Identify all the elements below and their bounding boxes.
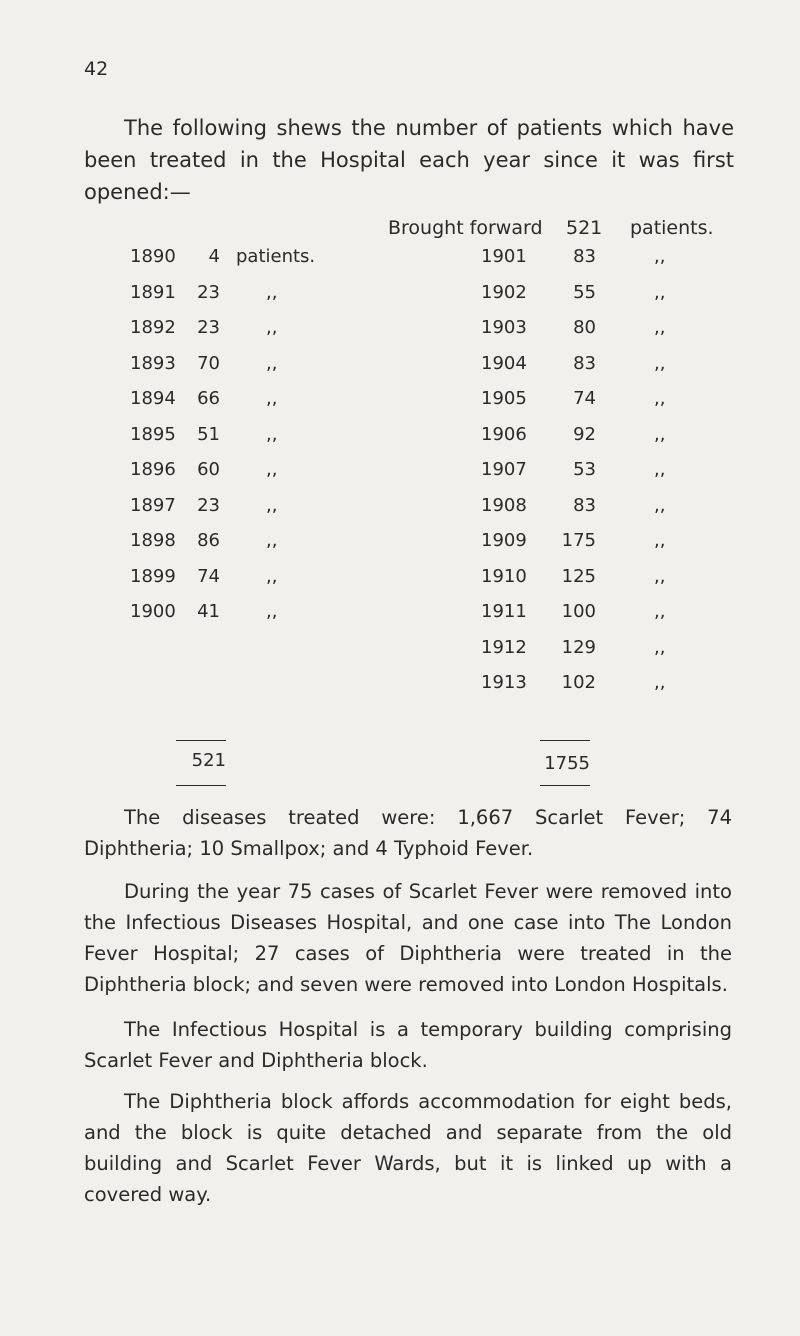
- right-row-year: 1913: [481, 672, 527, 693]
- left-row-year: 1895: [130, 423, 176, 445]
- left-row-year: 1898: [130, 530, 176, 551]
- left-row-unit: ,,: [266, 317, 278, 338]
- left-row-count: 70: [197, 352, 220, 374]
- left-row-count: 51: [197, 423, 220, 445]
- left-row-unit: ,,: [266, 459, 278, 480]
- right-row-count: 83: [573, 246, 596, 267]
- right-row-year: 1906: [481, 423, 527, 445]
- right-row-count: 55: [573, 281, 596, 303]
- left-row-year: 1899: [130, 565, 176, 587]
- right-row-year: 1905: [481, 388, 527, 409]
- left-row-count: 41: [197, 601, 220, 622]
- right-row-year: 1909: [481, 530, 527, 551]
- left-row-year: 1893: [130, 352, 176, 374]
- right-row-count: 102: [561, 672, 596, 693]
- left-row-count: 74: [197, 565, 220, 587]
- left-row-unit: ,,: [266, 565, 278, 587]
- left-row-unit: ,,: [266, 281, 278, 303]
- brought-forward-label: Brought forward: [388, 217, 543, 239]
- removals-paragraph: During the year 75 cases of Scarlet Fever were removed into the Infectious Diseases Hospital, and one case into The London Fever Hospital; 27 cases of Diphtheria were treated in the Diphtheria block; and seven were removed into London Hospitals.: [84, 880, 732, 996]
- right-row-count: 74: [573, 388, 596, 409]
- right-row-year: 1902: [481, 281, 527, 303]
- left-total-rule-bottom: [176, 785, 226, 786]
- left-row-count: 23: [197, 317, 220, 338]
- right-row-year: 1912: [481, 636, 527, 658]
- left-total: 521: [191, 750, 226, 771]
- left-row-year: 1894: [130, 388, 176, 409]
- right-row-year: 1911: [481, 601, 527, 622]
- right-total-rule-top: [540, 740, 590, 741]
- brought-forward-unit: patients.: [630, 217, 714, 239]
- left-row-year: 1892: [130, 317, 176, 338]
- right-row-unit: ,,: [654, 672, 666, 693]
- right-total-rule-bottom: [540, 785, 590, 786]
- infectious-hospital-paragraph: The Infectious Hospital is a temporary building comprising Scarlet Fever and Diphtheria block.: [84, 1018, 732, 1072]
- right-row-count: 129: [561, 636, 596, 658]
- left-row-unit: ,,: [266, 601, 278, 622]
- left-row-year: 1900: [130, 601, 176, 622]
- left-row-unit: ,,: [266, 352, 278, 374]
- right-row-unit: ,,: [654, 601, 666, 622]
- left-row-unit: ,,: [266, 388, 278, 409]
- right-row-count: 80: [573, 317, 596, 338]
- left-row-year: 1891: [130, 281, 176, 303]
- left-row-count: 23: [197, 494, 220, 516]
- left-row-unit: ,,: [266, 423, 278, 445]
- right-row-year: 1908: [481, 494, 527, 516]
- right-row-count: 100: [561, 601, 596, 622]
- right-row-year: 1904: [481, 352, 527, 374]
- left-row-unit: patients.: [236, 246, 316, 267]
- right-row-unit: ,,: [654, 565, 666, 587]
- right-row-year: 1901: [481, 246, 527, 267]
- left-row-count: 60: [197, 459, 220, 480]
- diseases-paragraph: The diseases treated were: 1,667 Scarlet Fever; 74 Diphtheria; 10 Smallpox; and 4 Typhoid Fever.: [84, 806, 732, 860]
- right-row-count: 83: [573, 352, 596, 374]
- right-row-count: 125: [561, 565, 596, 587]
- right-row-year: 1907: [481, 459, 527, 480]
- left-row-count: 86: [197, 530, 220, 551]
- left-row-year: 1896: [130, 459, 176, 480]
- left-total-rule-top: [176, 740, 226, 741]
- intro-paragraph: The following shews the number of patients which have been treated in the Hospital each year since it was first opened:—: [84, 116, 734, 204]
- left-row-unit: ,,: [266, 494, 278, 516]
- diphtheria-block-paragraph: The Diphtheria block affords accommodation for eight beds, and the block is quite detached and separate from the old building and Scarlet Fever Wards, but it is linked up with a covered way.: [84, 1090, 732, 1206]
- right-row-unit: ,,: [654, 352, 666, 374]
- left-row-count: 23: [197, 281, 220, 303]
- right-row-unit: ,,: [654, 530, 666, 551]
- right-row-unit: ,,: [654, 281, 666, 303]
- left-row-year: 1897: [130, 494, 176, 516]
- right-row-unit: ,,: [654, 494, 666, 516]
- right-total: 1755: [544, 753, 590, 774]
- left-row-year: 1890: [130, 246, 176, 267]
- left-row-count: 4: [208, 246, 220, 267]
- right-row-year: 1910: [481, 565, 527, 587]
- right-row-unit: ,,: [654, 636, 666, 658]
- right-row-count: 175: [561, 530, 596, 551]
- page-number: 42: [84, 58, 109, 80]
- right-row-unit: ,,: [654, 388, 666, 409]
- brought-forward-value: 521: [566, 217, 603, 239]
- right-row-year: 1903: [481, 317, 527, 338]
- right-row-count: 92: [573, 423, 596, 445]
- right-row-unit: ,,: [654, 459, 666, 480]
- left-row-count: 66: [197, 388, 220, 409]
- right-row-unit: ,,: [654, 423, 666, 445]
- right-row-count: 53: [573, 459, 596, 480]
- left-row-unit: ,,: [266, 530, 278, 551]
- right-row-count: 83: [573, 494, 596, 516]
- right-row-unit: ,,: [654, 246, 666, 267]
- right-row-unit: ,,: [654, 317, 666, 338]
